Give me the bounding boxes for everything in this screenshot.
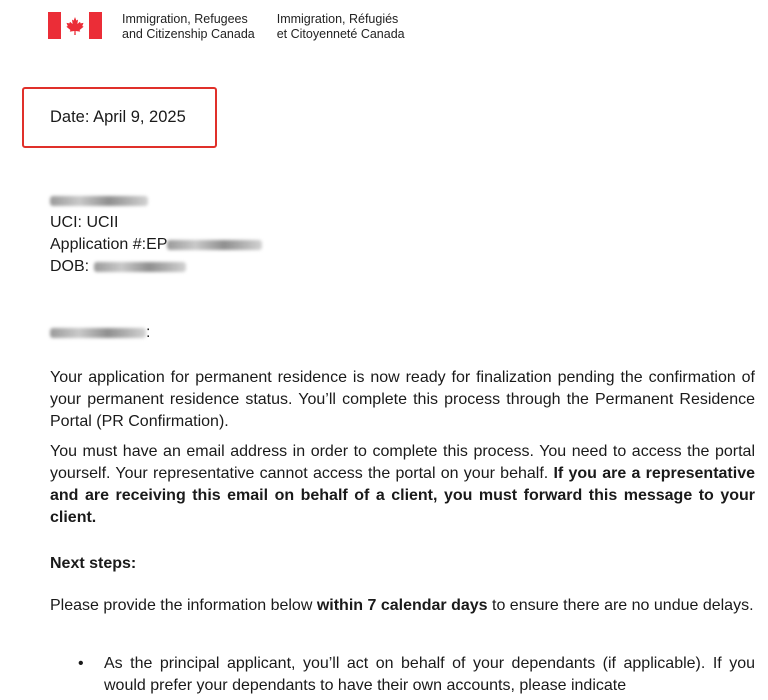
applicant-uci: UCI: UCII — [50, 214, 119, 231]
paragraph-email-requirement: You must have an email address in order to complete this process. You need to access the portal yourself. Your representative cannot access the portal on your behalf. If you are a representative and are receiving this email on behalf of a client, you must forward this message to your client. — [50, 443, 755, 526]
applicant-dob: DOB: — [50, 256, 755, 278]
redacted-name — [50, 196, 148, 206]
salutation: : — [50, 322, 755, 344]
canada-flag-icon — [48, 12, 102, 39]
department-name-english: Immigration, Refugees and Citizenship Canada — [122, 12, 255, 41]
list-item — [78, 653, 755, 697]
applicant-info — [50, 190, 755, 278]
redacted-salutation-name — [50, 328, 146, 338]
applicant-name — [50, 190, 755, 212]
redacted-application-number — [167, 240, 262, 250]
redacted-dob — [94, 262, 186, 272]
paragraph-finalization: Your application for permanent residence is now ready for finalization pending the confirmation of your permanent residence status. You’ll complete this process through the Permanent Residence Portal (PR Confirmation). — [50, 369, 755, 430]
bullet-marker: • — [78, 655, 84, 672]
department-name-french: Immigration, Réfugiés et Citoyenneté Canada — [276, 12, 405, 41]
paragraph-deadline: Please provide the information below within 7 calendar days to ensure there are no undue delays. — [50, 597, 754, 614]
heading-next-steps: Next steps: — [50, 555, 137, 572]
application-number: Application #:EP — [50, 234, 755, 256]
maple-leaf-icon — [65, 16, 85, 36]
letterhead — [48, 12, 405, 44]
bullet-text: As the principal applicant, you’ll act on behalf of your dependants (if applicable). If you would prefer your dependants to have their own accounts, please indicate — [104, 655, 755, 694]
letter-date: Date: April 9, 2025 — [50, 108, 186, 126]
